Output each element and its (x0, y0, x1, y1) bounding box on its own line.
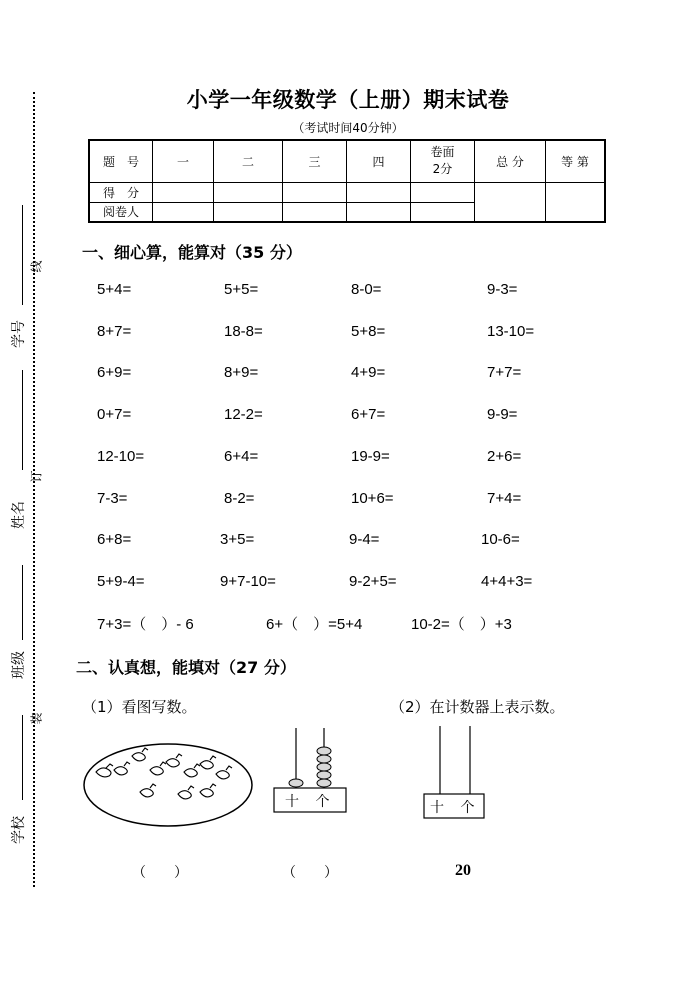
calc-item[interactable]: 5+8= (351, 323, 386, 340)
duck-icon (178, 786, 194, 799)
calc-item[interactable]: 3+5= (220, 531, 255, 548)
calc-item[interactable]: 5+9-4= (97, 573, 145, 590)
grader-cell[interactable] (411, 202, 475, 222)
duck-icon (114, 762, 130, 775)
side-label-class: 班级 (11, 651, 27, 679)
given-number: 20 (455, 862, 471, 879)
score-cell[interactable] (283, 182, 347, 202)
calc-item[interactable]: 9+7-10= (220, 573, 276, 590)
answer-blank-2[interactable]: （ ） (282, 865, 338, 881)
ducks-picture (82, 742, 254, 828)
calc-item[interactable]: 10-6= (481, 531, 520, 548)
calc-item[interactable]: 4+9= (351, 364, 386, 381)
score-row-label: 得 分 (89, 182, 153, 202)
duck-icon (184, 764, 200, 777)
calc-item[interactable]: 9-9= (487, 406, 518, 423)
bead-icon (317, 771, 331, 779)
score-header-2: 二 (214, 140, 283, 182)
calc-item[interactable]: 8-2= (224, 490, 255, 507)
calc-item[interactable]: 6+8= (97, 531, 132, 548)
grade-cell[interactable] (546, 182, 606, 222)
section-2-heading: 二、认真想，能填对（27 分） (76, 658, 296, 677)
calc-item[interactable]: 7+4= (487, 490, 522, 507)
bead-icon (317, 763, 331, 771)
binding-dotted-line (33, 92, 35, 887)
score-header-4: 四 (347, 140, 411, 182)
score-header-label: 题 号 (89, 140, 153, 182)
total-score-cell[interactable] (475, 182, 546, 222)
bead-icon (317, 755, 331, 763)
calc-item[interactable]: 6+4= (224, 448, 259, 465)
page-title: 小学一年级数学（上册）期末试卷 (186, 88, 510, 112)
score-table (88, 139, 606, 223)
binding-mark-ding: 订 (29, 470, 44, 483)
grader-cell[interactable] (347, 202, 411, 222)
duck-icon (166, 754, 182, 767)
calc-item[interactable]: 8+7= (97, 323, 132, 340)
calc-item[interactable]: 7-3= (97, 490, 128, 507)
score-cell[interactable] (347, 182, 411, 202)
calc-item[interactable]: 6+9= (97, 364, 132, 381)
question-2-label: （2）在计数器上表示数。 (390, 698, 565, 716)
duck-icon (200, 784, 216, 797)
score-cell[interactable] (214, 182, 283, 202)
calc-item[interactable]: 8+9= (224, 364, 259, 381)
calc-item[interactable]: 12-10= (97, 448, 145, 465)
calc-item[interactable]: 5+4= (97, 281, 132, 298)
calc-item[interactable]: 12-2= (224, 406, 263, 423)
bead-icon (289, 779, 303, 787)
duck-icon (216, 766, 232, 779)
calc-item[interactable]: 18-8= (224, 323, 263, 340)
score-header-neatness: 卷面 2分 (411, 140, 475, 182)
duck-icon (132, 748, 148, 761)
calc-item[interactable]: 9-4= (349, 531, 380, 548)
duck-icon (150, 762, 166, 775)
duck-icon (96, 764, 113, 777)
side-label-student-number: 学号 (11, 320, 27, 348)
exam-duration: （考试时间40分钟） (292, 121, 404, 135)
abacus-left-label: 十 个 (285, 794, 336, 810)
binding-mark-zhuang: 装 (29, 712, 44, 725)
duck-icon (200, 756, 216, 769)
score-cell[interactable] (153, 182, 214, 202)
side-blank-student-number (22, 205, 23, 305)
calc-item[interactable]: 19-9= (351, 448, 390, 465)
grader-row-label: 阅卷人 (89, 202, 153, 222)
score-cell[interactable] (411, 182, 475, 202)
grader-cell[interactable] (214, 202, 283, 222)
calc-item[interactable]: 8-0= (351, 281, 382, 298)
answer-blank-1[interactable]: （ ） (132, 865, 188, 881)
side-label-name: 姓名 (11, 501, 27, 529)
binding-mark-xian: 线 (29, 260, 44, 273)
abacus-right-label: 十 个 (430, 800, 481, 816)
calc-item[interactable]: 5+5= (224, 281, 259, 298)
score-header-3: 三 (283, 140, 347, 182)
calc-item[interactable]: 7+7= (487, 364, 522, 381)
fill-blank-3[interactable]: 10-2=（ ）+3 (411, 616, 512, 633)
side-label-school: 学校 (11, 816, 27, 844)
duck-icon (140, 784, 156, 797)
calc-item[interactable]: 13-10= (487, 323, 535, 340)
section-1-heading: 一、细心算，能算对（35 分） (82, 243, 302, 262)
side-blank-student-number-2 (22, 370, 23, 470)
bead-icon (317, 779, 331, 787)
calc-item[interactable]: 0+7= (97, 406, 132, 423)
grader-cell[interactable] (153, 202, 214, 222)
fill-blank-2[interactable]: 6+（ ）=5+4 (266, 616, 363, 633)
question-1-label: （1）看图写数。 (82, 698, 197, 716)
score-header-1: 一 (153, 140, 214, 182)
calc-item[interactable]: 9-3= (487, 281, 518, 298)
side-blank-name (22, 565, 23, 640)
side-blank-class (22, 715, 23, 800)
calc-item[interactable]: 4+4+3= (481, 573, 533, 590)
fill-blank-1[interactable]: 7+3=（ ）- 6 (97, 616, 194, 633)
calc-item[interactable]: 10+6= (351, 490, 394, 507)
grader-cell[interactable] (283, 202, 347, 222)
bead-icon (317, 747, 331, 755)
calc-item[interactable]: 9-2+5= (349, 573, 397, 590)
calc-item[interactable]: 2+6= (487, 448, 522, 465)
calc-item[interactable]: 6+7= (351, 406, 386, 423)
score-header-total: 总 分 (475, 140, 546, 182)
score-header-grade: 等 第 (546, 140, 606, 182)
